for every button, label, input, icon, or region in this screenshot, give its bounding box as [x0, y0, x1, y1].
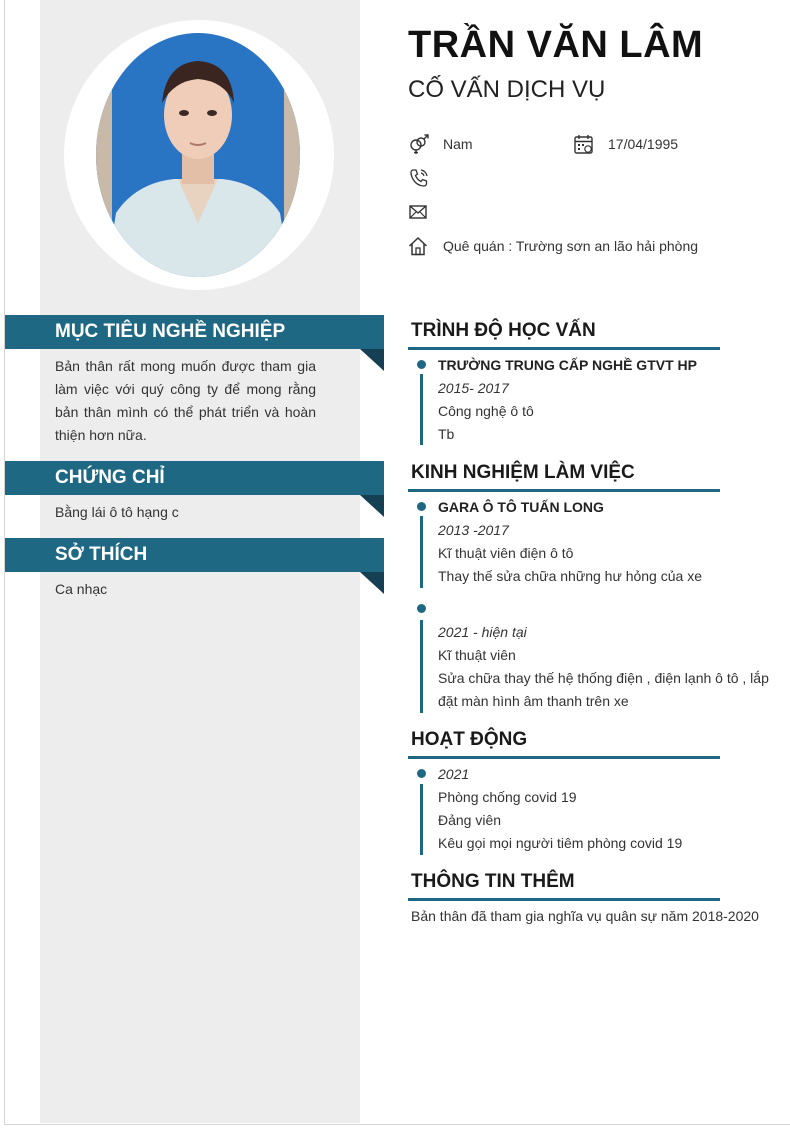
hobbies-heading: SỞ THÍCH: [5, 538, 384, 572]
objective-text: Bản thân rất mong muốn được tham gia làm việc với quý công ty để mong rằng bản thân mình có thể phát triển và hoàn thiện hơn nữa.: [55, 358, 316, 443]
timeline-dot: [417, 502, 426, 511]
hometown-value: Quê quán : Trường sơn an lão hải phòng: [443, 238, 699, 254]
experience-heading: KINH NGHIỆM LÀM VIỆC: [411, 462, 635, 483]
certificates-heading-fold: [360, 495, 384, 517]
birthdate-row: [573, 133, 678, 155]
phone-row: [408, 167, 443, 189]
education-major: Công nghệ ô tô: [438, 403, 534, 419]
timeline-line: [420, 374, 423, 445]
timeline-line: [420, 516, 423, 588]
home-icon: [408, 235, 430, 257]
additional-underline: [408, 898, 720, 901]
gender-icon: [408, 133, 430, 155]
email-icon: [408, 201, 430, 223]
objective-heading: MỤC TIÊU NGHỀ NGHIỆP: [5, 315, 384, 349]
job-position: Kĩ thuật viên điện ô tô: [438, 545, 574, 561]
birthdate-value: 17/04/1995: [608, 136, 679, 152]
timeline-dot: [417, 769, 426, 778]
hometown-row: [408, 235, 698, 257]
phone-icon: [408, 167, 430, 189]
certificates-text: Bằng lái ô tô hạng c: [55, 504, 179, 520]
activity-item: Phòng chống covid 19: [438, 789, 577, 805]
additional-text: Bản thân đã tham gia nghĩa vụ quân sự năm 2018-2020: [411, 908, 759, 924]
full-name: TRẦN VĂN LÂM: [408, 24, 704, 66]
activities-heading: HOẠT ĐỘNG: [411, 729, 528, 750]
hobbies-heading-fold: [360, 572, 384, 594]
job-position: Kĩ thuật viên: [438, 647, 516, 663]
job-period: 2021 - hiện tại: [438, 624, 527, 640]
activity-year: 2021: [438, 766, 470, 782]
job-description: Sửa chữa thay thế hệ thống điện , điện lạnh ô tô , lắp đặt màn hình âm thanh trên xe: [438, 670, 769, 709]
timeline-line: [420, 620, 423, 713]
job-company: GARA Ô TÔ TUẤN LONG: [438, 499, 604, 515]
timeline-dot: [417, 604, 426, 613]
job-title: CỐ VẤN DỊCH VỤ: [408, 76, 606, 103]
gender-value: Nam: [443, 136, 473, 152]
job-description: Thay thế sửa chữa những hư hỏng của xe: [438, 568, 702, 584]
hobbies-text: Ca nhạc: [55, 581, 108, 597]
education-underline: [408, 347, 720, 350]
activity-item: Kêu gọi mọi người tiêm phòng covid 19: [438, 835, 683, 851]
objective-heading-fold: [360, 349, 384, 371]
timeline-dot: [417, 360, 426, 369]
certificates-heading: CHỨNG CHỈ: [5, 461, 384, 495]
email-row: [408, 201, 443, 223]
education-school: TRƯỜNG TRUNG CẤP NGHỀ GTVT HP: [438, 357, 697, 373]
activity-item: Đảng viên: [438, 812, 502, 828]
additional-heading: THÔNG TIN THÊM: [411, 871, 575, 892]
avatar: [96, 33, 300, 277]
gender-row: [408, 133, 473, 155]
calendar-icon: [573, 133, 595, 155]
timeline-line: [420, 784, 423, 855]
education-period: 2015- 2017: [438, 380, 509, 396]
experience-underline: [408, 489, 720, 492]
activities-underline: [408, 756, 720, 759]
education-heading: TRÌNH ĐỘ HỌC VẤN: [411, 320, 596, 341]
education-grade: Tb: [438, 426, 455, 442]
job-period: 2013 -2017: [438, 522, 509, 538]
